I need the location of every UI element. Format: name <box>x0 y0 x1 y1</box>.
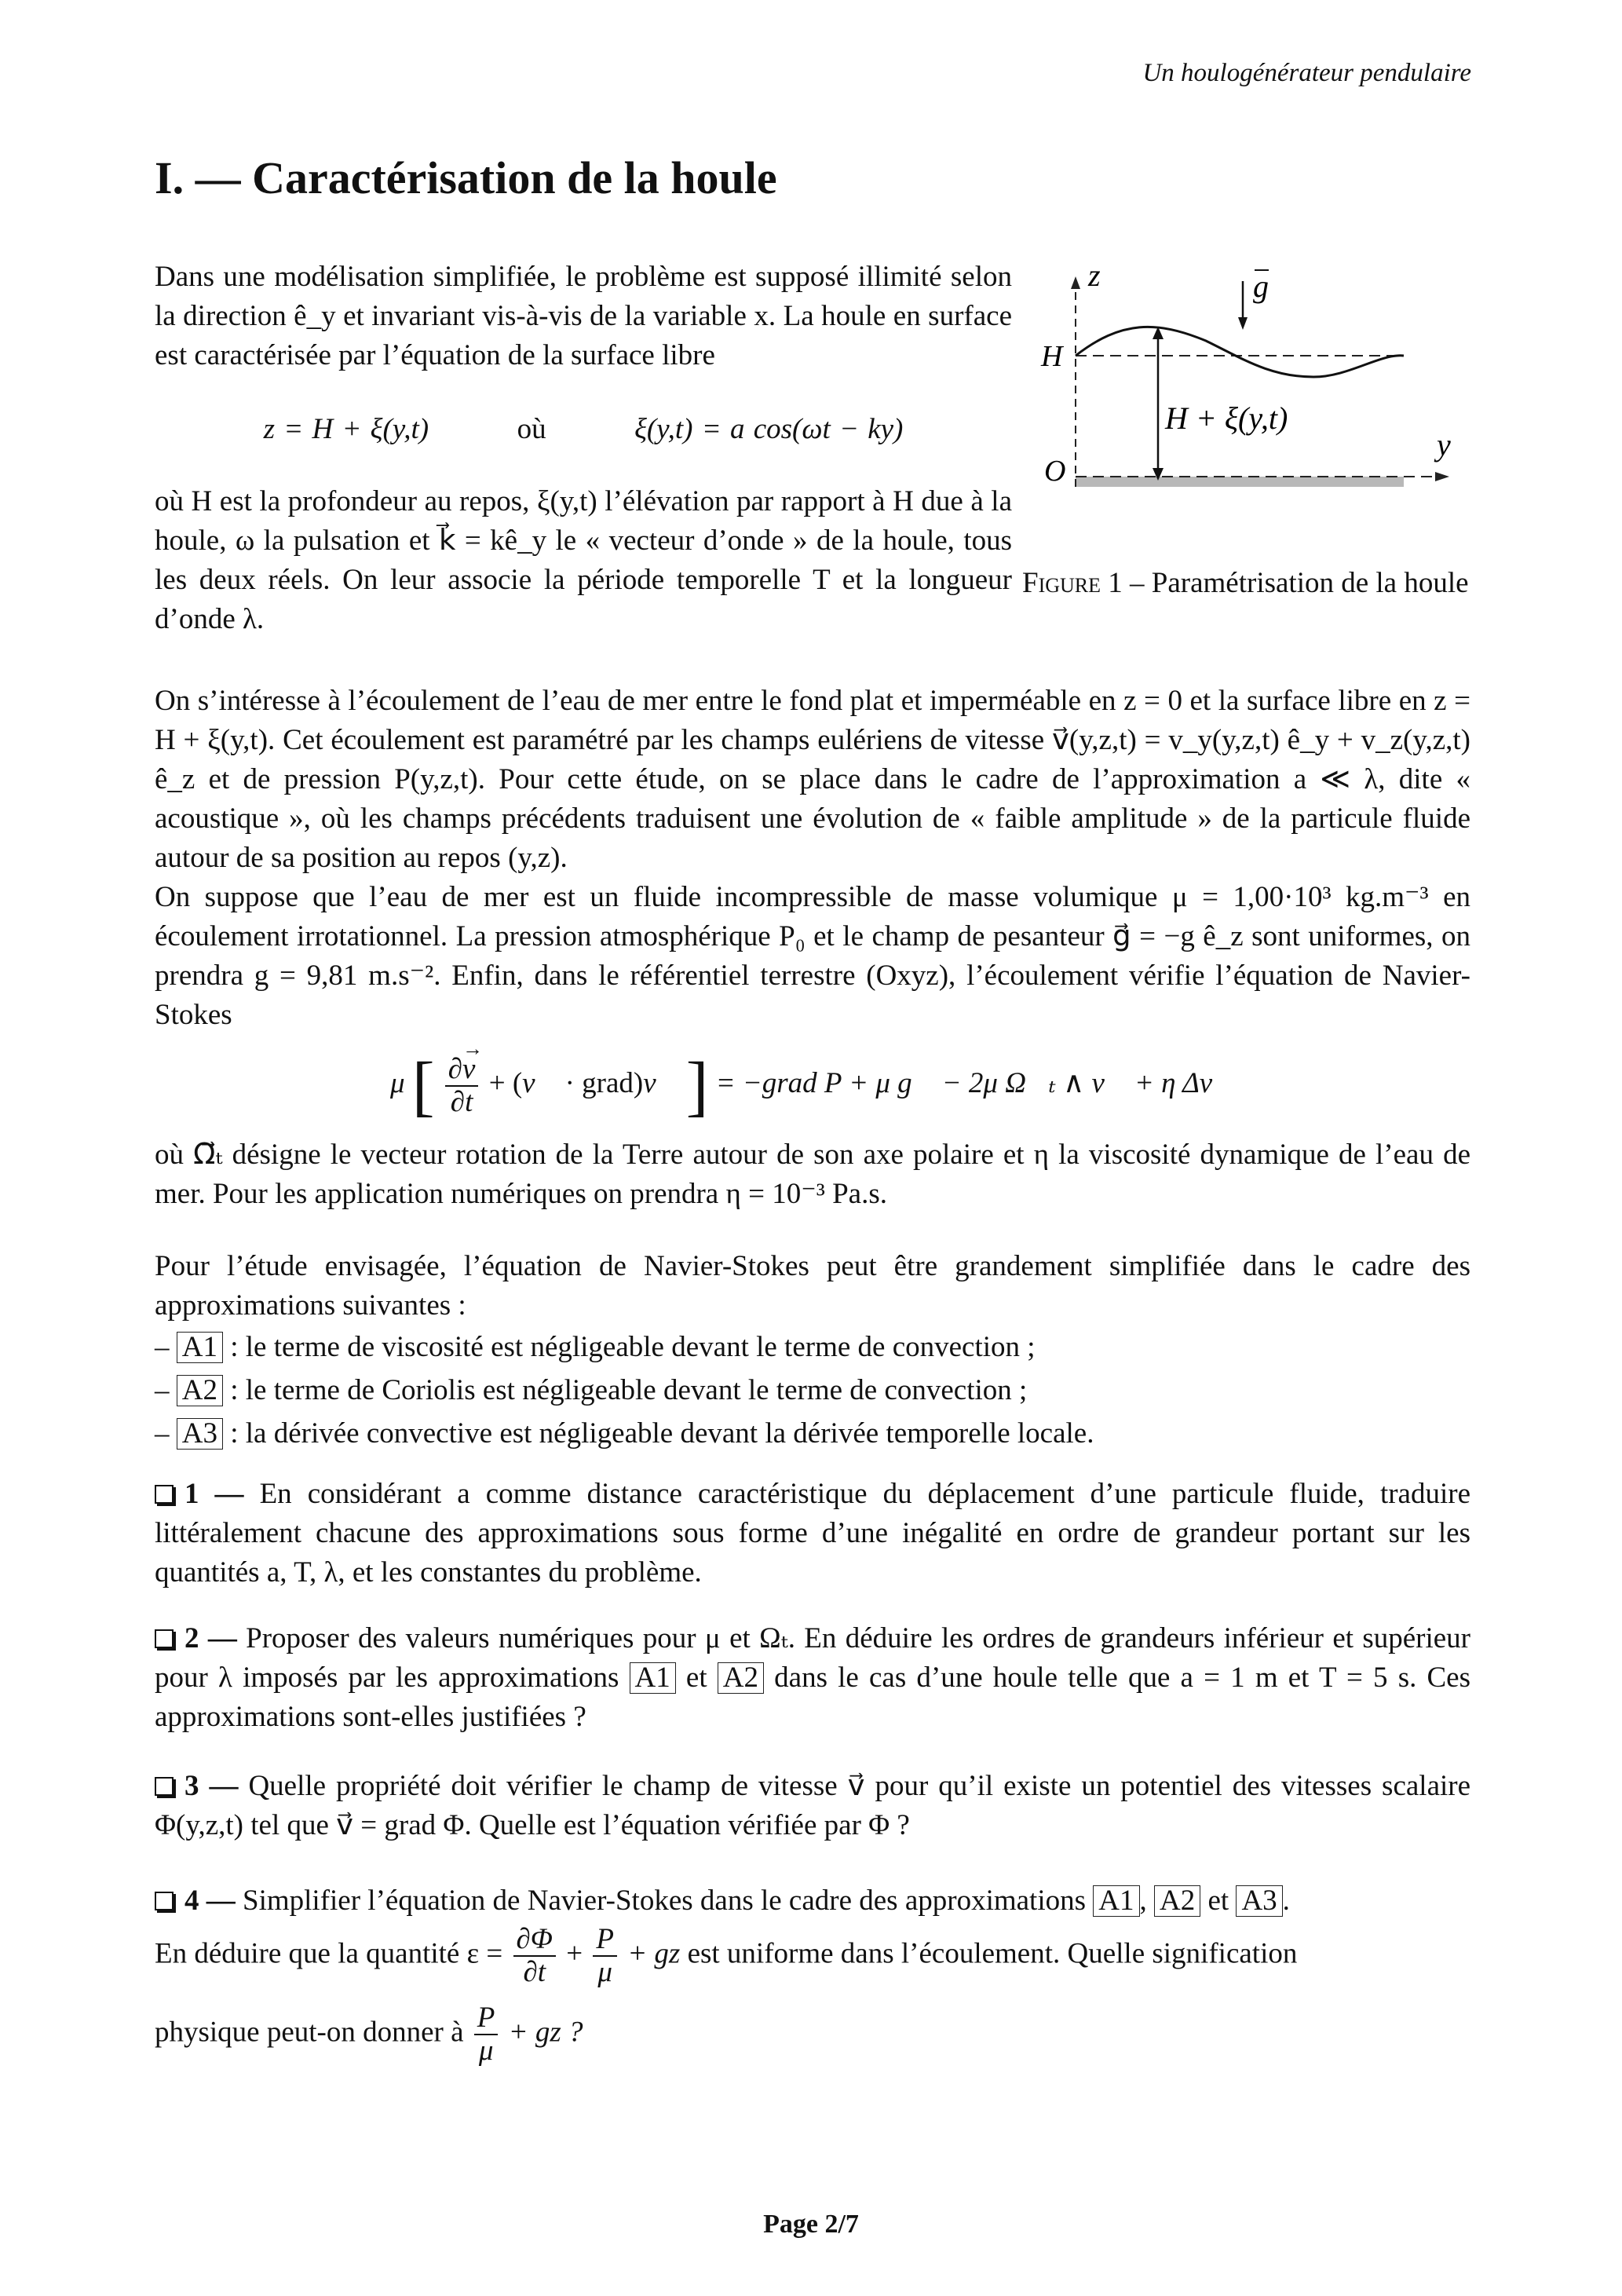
checkbox-icon <box>155 1629 174 1648</box>
question-text-b: dans le cas d’une houle telle que a = 1 m et T = 5 s. Ces approximations sont-elles justifiées ? <box>155 1662 1471 1733</box>
question-text: Quelle propriété doit vérifier le champ de vitesse v⃗ pour qu’il existe un potentiel des vitesses scalaire Φ(y,z,t) tel que v⃗ = grad Φ. Quelle est l’équation vérifiée par Φ ? <box>155 1770 1471 1841</box>
question-number: 3 — <box>184 1770 239 1802</box>
question-4 <box>155 1881 1470 1921</box>
figure-caption-label: Figure 1 <box>1022 567 1123 599</box>
question-connector: et <box>685 1662 707 1694</box>
wave-surface <box>1076 327 1404 377</box>
approximation-text: : le terme de Coriolis est négligeable devant le terme de convection ; <box>230 1374 1028 1406</box>
question-text-b: En déduire que la quantité ε = <box>155 1937 503 1970</box>
section-title: I. — Caractérisation de la houle <box>155 152 777 203</box>
checkbox-icon <box>155 1777 174 1796</box>
question-3 <box>155 1767 1470 1845</box>
approximation-tag: A3 <box>177 1418 223 1450</box>
pressure-density-fraction: $\frac{P}{\mu}$ <box>474 2002 499 2067</box>
question-text-d: physique peut-on donner à <box>155 2016 464 2049</box>
body-paragraph-5: où Ω⃗ₜ désigne le vecteur rotation de la Terre autour de son axe polaire et η la viscosité dynamique de l’eau de mer. Pour les application numériques on prendra η = 10⁻³ Pa.s. <box>155 1139 1470 1210</box>
body-paragraph-6: Pour l’étude envisagée, l’équation de Navier-Stokes peut être grandement simplifiée dans le cadre des approximations suivantes : <box>155 1250 1470 1322</box>
question-4-continued: En déduire que la quantité ε = $\frac{\partial\Phi}{\partial t}$ + $\frac{P}{\mu}$ + gz est uniforme dans l’écoulement. Quelle signification <box>155 1923 1298 1988</box>
navier-stokes-equation: μ [ $\frac{\partial\to v}{\partial t}$ + (v⃗ · grad)v⃗ ] = −grad P + μ g⃗ − 2μ Ω⃗ₜ ∧ v⃗ + η Δv⃗ <box>155 1044 1470 1123</box>
equation-right: ξ(y,t) = a cos(ωt − ky) <box>634 413 904 445</box>
partial-time-fraction: $\frac{\partial\to v}{\partial t}$ <box>445 1054 479 1118</box>
separator: et <box>1207 1885 1229 1917</box>
wave-parametrisation-figure <box>1035 259 1474 503</box>
checkbox-icon <box>155 1892 174 1910</box>
question-text: En considérant a comme distance caractéristique du déplacement d’une particule fluide, traduire littéralement chacune des approximations sous forme d’une inégalité en ordre de grandeur portant sur les quantités a, T, λ, et les constantes du problème. <box>155 1478 1470 1589</box>
question-number: 1 — <box>184 1478 244 1510</box>
separator: , <box>1139 1885 1147 1917</box>
label-y: y <box>1437 427 1451 462</box>
running-header: Un houlogénérateur pendulaire <box>1142 59 1471 87</box>
approximation-tag: A1 <box>630 1662 676 1694</box>
free-surface-equation <box>155 410 1012 449</box>
label-O: O <box>1044 455 1066 488</box>
label-g: g <box>1253 269 1269 304</box>
label-H: H <box>1041 340 1063 373</box>
label-z: z <box>1088 259 1101 293</box>
body-paragraph-3: On s’intéresse à l’écoulement de l’eau de mer entre le fond plat et imperméable en z = 0 et la surface libre en z = H + ξ(y,t). Cet écoulement est paramétré par les champs eulériens de vitesse v⃗(y,z,t) = v_y(y,z,t) ê_y + v_z(y,z,t) ê_z et de pression P(y,z,t). Pour cette étude, on se place dans le cadre de l’approximation a ≪ λ, dite « acoustique », où les champs précédents traduisent une évolution de « faible amplitude » de la particule fluide autour de sa position au repos (y,z). <box>155 685 1470 874</box>
approximation-tag: A1 <box>177 1332 223 1363</box>
pressure-density-fraction: $\frac{P}{\mu}$ <box>593 1924 617 1988</box>
approximation-tag: A2 <box>177 1375 223 1406</box>
question-2 <box>155 1619 1470 1737</box>
figure-caption <box>1022 564 1470 603</box>
checkbox-icon <box>155 1485 174 1504</box>
intro-paragraph-1: Dans une modélisation simplifiée, le problème est supposé illimité selon la direction ê_y et invariant vis-à-vis de la variable x. La houle en surface est caractérisée par l’équation de la surface libre <box>155 261 1012 371</box>
navier-stokes-rhs: = −grad P + μ g⃗ − 2μ Ω⃗ₜ ∧ v⃗ + η Δv⃗ <box>715 1067 1235 1099</box>
approximation-item: – A1 : le terme de viscosité est négligeable devant le terme de convection ; <box>155 1331 1036 1363</box>
y-axis-arrowhead <box>1435 472 1449 481</box>
approximation-list <box>155 1325 1470 1455</box>
gravity-arrowhead <box>1238 317 1248 330</box>
equation-left: z = H + ξ(y,t) <box>263 413 429 445</box>
approximation-item: – A3 : la dérivée convective est négligeable devant la dérivée temporelle locale. <box>155 1417 1094 1450</box>
z-axis-arrowhead <box>1071 276 1080 289</box>
sea-floor <box>1076 477 1404 487</box>
page-number: Page 2/7 <box>763 2210 859 2239</box>
potential-time-derivative: $\frac{\partial\Phi}{\partial t}$ <box>513 1924 556 1988</box>
approximation-tag: A2 <box>718 1662 764 1694</box>
figure-caption-text: – Paramétrisation de la houle <box>1130 567 1469 599</box>
intro-paragraph-2: où H est la profondeur au repos, ξ(y,t) l’élévation par rapport à H due à la houle, ω la pulsation et k⃗ = kê_y le « vecteur d’onde » de la houle, tous les deux réels. On leur associe la période temporelle T et la longueur d’onde λ. <box>155 485 1012 635</box>
question-1 <box>155 1475 1470 1592</box>
equation-connector: où <box>517 413 546 445</box>
question-text-a: Proposer des valeurs numériques pour μ et Ωₜ. En déduire les ordres de grandeurs inférieur et supérieur pour λ imposés par les approximations <box>155 1622 1471 1694</box>
question-text-c: est uniforme dans l’écoulement. Quelle signification <box>687 1937 1298 1970</box>
approximation-tag: A1 <box>1093 1885 1139 1917</box>
separator: . <box>1282 1885 1290 1917</box>
approximation-tag: A2 <box>1154 1885 1200 1917</box>
label-height: H + ξ(y,t) <box>1165 400 1288 436</box>
approximation-text: : le terme de viscosité est négligeable devant le terme de convection ; <box>230 1331 1036 1363</box>
body-paragraph-4: On suppose que l’eau de mer est un fluide incompressible de masse volumique μ = 1,00·10³ kg.m⁻³ en écoulement irrotationnel. La pression atmosphérique P₀ et le champ de pesanteur g⃗ = −g ê_z sont uniformes, on prendra g = 9,81 m.s⁻². Enfin, dans le référentiel terrestre (Oxyz), l’écoulement vérifie l’équation de Navier-Stokes <box>155 881 1470 1031</box>
approximation-tag: A3 <box>1236 1885 1282 1917</box>
question-text-a: Simplifier l’équation de Navier-Stokes dans le cadre des approximations <box>243 1885 1087 1917</box>
question-number: 2 — <box>184 1622 237 1654</box>
approximation-text: : la dérivée convective est négligeable devant la dérivée temporelle locale. <box>230 1417 1094 1450</box>
question-number: 4 — <box>184 1885 236 1917</box>
approximation-item: – A2 : le terme de Coriolis est négligeable devant le terme de convection ; <box>155 1374 1028 1406</box>
question-4-final: physique peut-on donner à $\frac{P}{\mu}$ + gz ? <box>155 2002 583 2067</box>
